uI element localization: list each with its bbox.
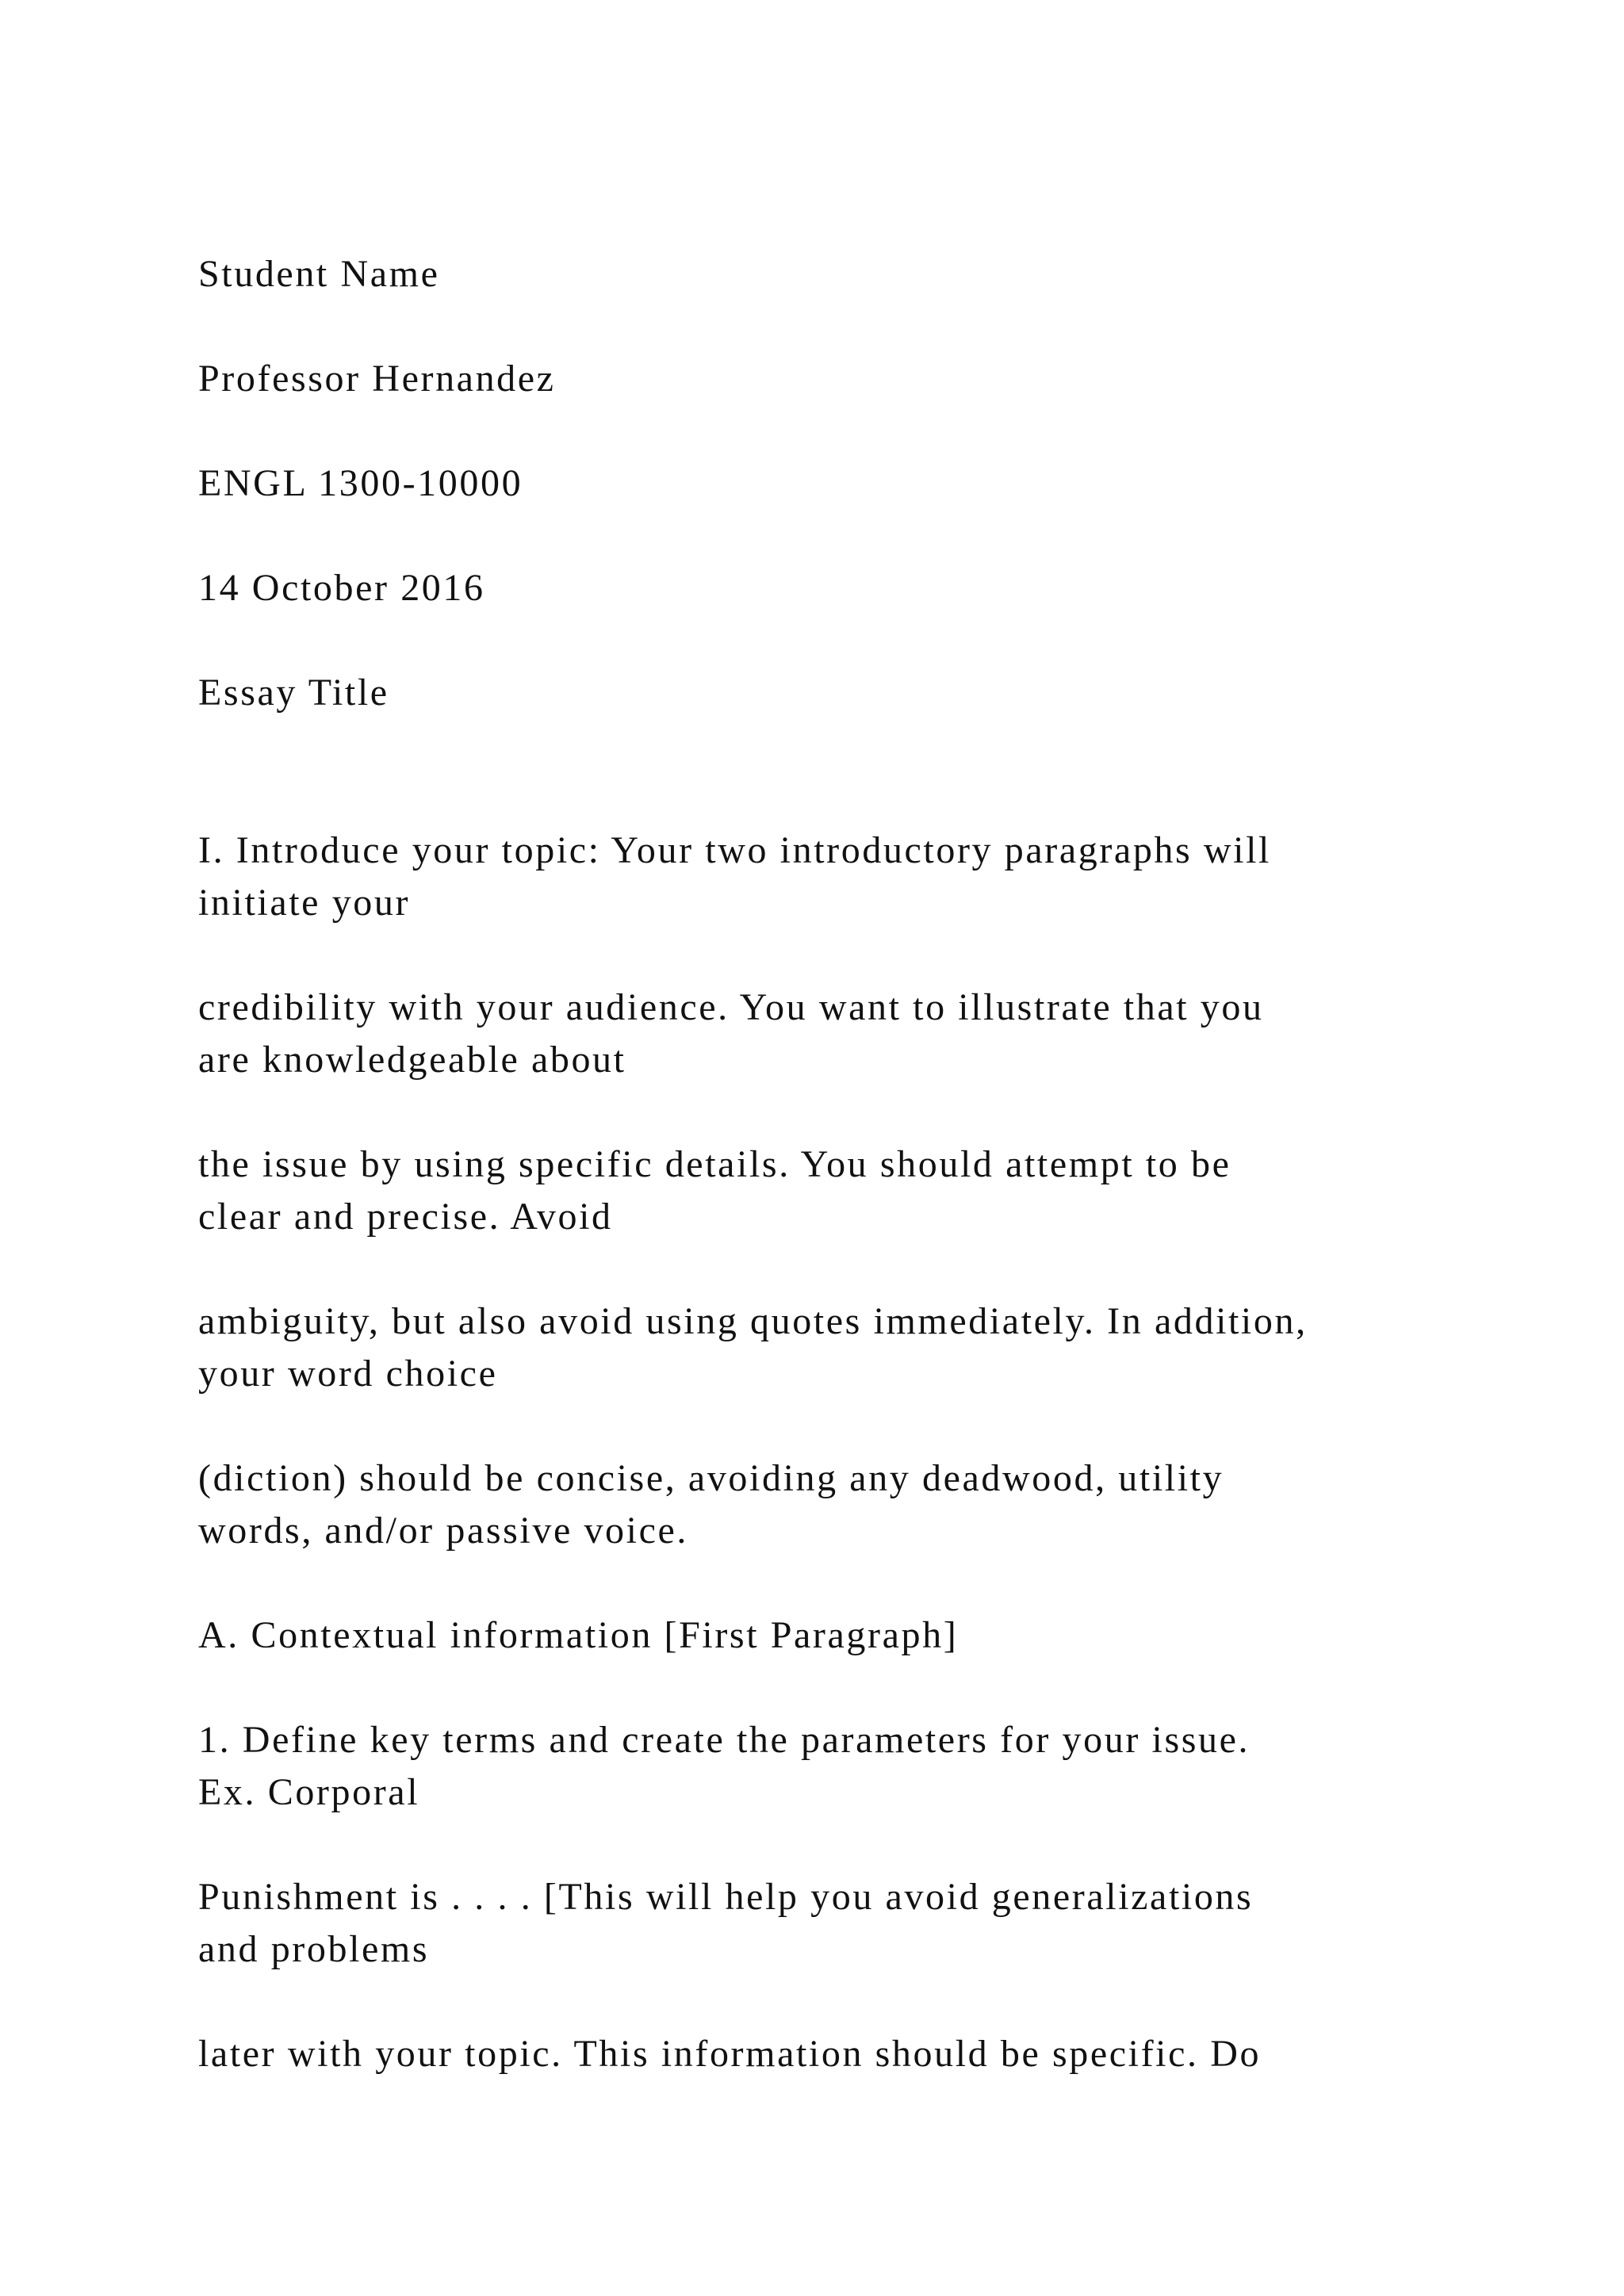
body-line: clear and precise. Avoid [198,1196,613,1238]
body-line: words, and/or passive voice. [198,1510,689,1552]
body-line: ambiguity, but also avoid using quotes immediately. In addition, [198,1300,1308,1342]
student-name: Student Name [198,253,440,295]
body-line: your word choice [198,1353,498,1395]
course-code: ENGL 1300-10000 [198,462,523,504]
body-line: Punishment is . . . . [This will help you avoid generalizations [198,1876,1254,1918]
essay-date: 14 October 2016 [198,567,485,609]
section-heading: A. Contextual information [First Paragraph] [198,1614,959,1656]
body-line: (diction) should be concise, avoiding any deadwood, utility [198,1457,1224,1499]
body-line: are knowledgeable about [198,1039,626,1081]
body-line: I. Introduce your topic: Your two introductory paragraphs will [198,829,1271,871]
body-line: Ex. Corporal [198,1771,420,1813]
body-line: the issue by using specific details. You should attempt to be [198,1143,1231,1185]
body-line: 1. Define key terms and create the parameters for your issue. [198,1719,1251,1761]
body-line: and problems [198,1928,430,1970]
essay-title: Essay Title [198,672,389,714]
professor-name: Professor Hernandez [198,358,556,400]
body-line: credibility with your audience. You want to illustrate that you [198,986,1264,1028]
body-line: later with your topic. This information should be specific. Do [198,2033,1262,2075]
body-line: initiate your [198,882,411,924]
